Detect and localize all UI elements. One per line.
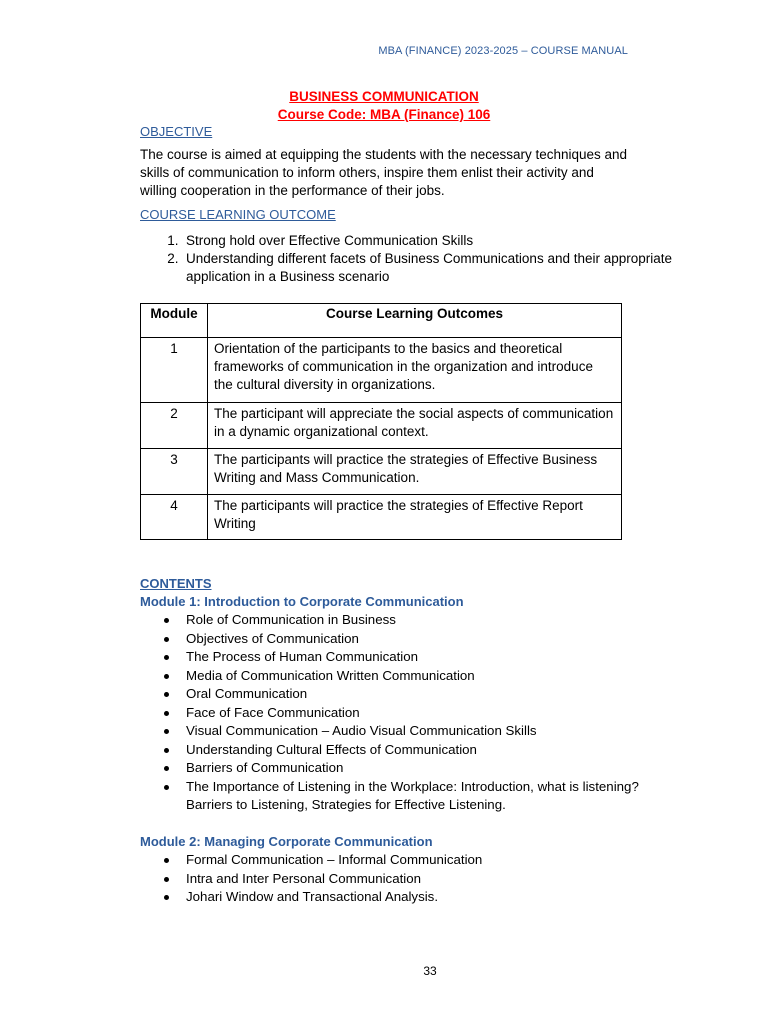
module-number-cell: 1 <box>141 338 208 403</box>
table-header-row <box>141 304 622 338</box>
outcomes-column-header: Course Learning Outcomes <box>208 304 622 338</box>
course-code: Course Code: MBA (Finance) 106 <box>277 107 491 122</box>
list-item: Oral Communication <box>186 685 656 704</box>
list-item: The Process of Human Communication <box>186 648 656 667</box>
table-row <box>141 338 622 403</box>
list-item: Visual Communication – Audio Visual Communication Skills <box>186 722 656 741</box>
list-item: Intra and Inter Personal Communication <box>186 870 656 889</box>
outcome-cell: The participants will practice the strategies of Effective Business Writing and Mass Communication. <box>208 449 622 495</box>
list-item: Formal Communication – Informal Communication <box>186 851 656 870</box>
table-row <box>141 495 622 540</box>
outcome-cell: Orientation of the participants to the basics and theoretical frameworks of communication in the organization and introduce the cultural diversity in organizations. <box>208 338 622 403</box>
module-2-title: Module 2: Managing Corporate Communication <box>140 834 433 849</box>
running-header: MBA (FINANCE) 2023-2025 – COURSE MANUAL <box>378 45 628 57</box>
list-item: Face of Face Communication <box>186 704 656 723</box>
list-item: The Importance of Listening in the Workplace: Introduction, what is listening? Barriers to Listening, Strategies for Effective Listening. <box>186 778 656 815</box>
module-number-cell: 2 <box>141 403 208 449</box>
module-1-topic-list <box>140 611 656 815</box>
learning-outcome-item: 2. Understanding different facets of Business Communications and their appropriate application in a Business scenario <box>186 250 678 286</box>
module-number-cell: 4 <box>141 495 208 540</box>
list-item: Media of Communication Written Communication <box>186 667 656 686</box>
course-title-block <box>140 88 628 124</box>
course-learning-outcomes-table <box>140 303 622 540</box>
outcome-cell: The participant will appreciate the social aspects of communication in a dynamic organizational context. <box>208 403 622 449</box>
page-number: 33 <box>423 964 437 978</box>
module-column-header: Module <box>141 304 208 338</box>
list-item: Understanding Cultural Effects of Communication <box>186 741 656 760</box>
course-name: BUSINESS COMMUNICATION <box>289 89 479 104</box>
learning-outcome-list <box>140 232 678 286</box>
module-1-title: Module 1: Introduction to Corporate Communication <box>140 594 464 609</box>
objective-text: The course is aimed at equipping the students with the necessary techniques and skills of communication to inform others, inspire them enlist their activity and willing cooperation in the performance of their jobs. <box>140 147 628 198</box>
list-item: Role of Communication in Business <box>186 611 656 630</box>
module-number-cell: 3 <box>141 449 208 495</box>
learning-outcome-heading: COURSE LEARNING OUTCOME <box>140 207 336 222</box>
table-row <box>141 403 622 449</box>
contents-heading: CONTENTS <box>140 576 212 591</box>
list-item: Objectives of Communication <box>186 630 656 649</box>
table-row <box>141 449 622 495</box>
list-item: Johari Window and Transactional Analysis. <box>186 888 656 907</box>
objective-heading: OBJECTIVE <box>140 124 213 139</box>
list-item: Barriers of Communication <box>186 759 656 778</box>
module-2-topic-list <box>140 851 656 907</box>
outcome-cell: The participants will practice the strategies of Effective Report Writing <box>208 495 622 540</box>
learning-outcome-item: 1. Strong hold over Effective Communication Skills <box>186 232 678 250</box>
